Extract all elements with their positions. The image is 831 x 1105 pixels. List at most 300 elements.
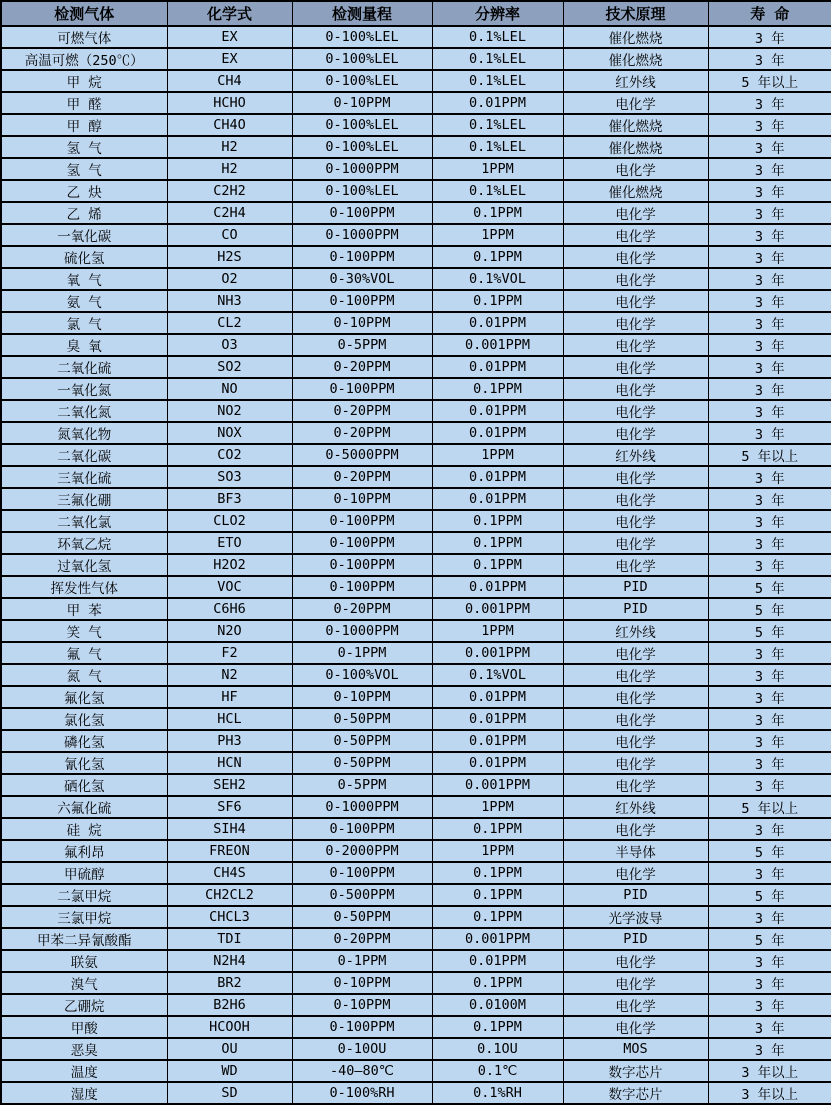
cell-resolution: 0.1PPM: [432, 906, 563, 928]
cell-gas: 环氧乙烷: [1, 532, 167, 554]
cell-formula: VOC: [167, 576, 292, 598]
cell-lifespan: 3 年: [708, 664, 831, 686]
cell-principle: 电化学: [563, 994, 708, 1016]
cell-range: 0-10PPM: [292, 686, 432, 708]
cell-range: 0-100%LEL: [292, 180, 432, 202]
cell-lifespan: 3 年: [708, 114, 831, 136]
cell-principle: 电化学: [563, 532, 708, 554]
cell-principle: 电化学: [563, 510, 708, 532]
cell-resolution: 0.01PPM: [432, 312, 563, 334]
cell-gas: 氢 气: [1, 158, 167, 180]
cell-lifespan: 3 年: [708, 488, 831, 510]
cell-principle: 电化学: [563, 224, 708, 246]
cell-gas: 一氧化氮: [1, 378, 167, 400]
cell-formula: SIH4: [167, 818, 292, 840]
cell-formula: EX: [167, 26, 292, 48]
cell-formula: HCN: [167, 752, 292, 774]
cell-formula: HCOOH: [167, 1016, 292, 1038]
cell-resolution: 0.1OU: [432, 1038, 563, 1060]
cell-range: 0-100PPM: [292, 378, 432, 400]
column-header-formula: 化学式: [167, 1, 292, 26]
cell-principle: 电化学: [563, 202, 708, 224]
table-row: [1, 400, 831, 422]
cell-range: 0-20PPM: [292, 466, 432, 488]
cell-gas: 氟利昂: [1, 840, 167, 862]
table-row: [1, 356, 831, 378]
cell-resolution: 0.1PPM: [432, 862, 563, 884]
cell-formula: O2: [167, 268, 292, 290]
cell-formula: SEH2: [167, 774, 292, 796]
cell-lifespan: 3 年: [708, 158, 831, 180]
table-row: [1, 928, 831, 950]
table-row: [1, 246, 831, 268]
cell-resolution: 0.1PPM: [432, 510, 563, 532]
cell-lifespan: 3 年: [708, 356, 831, 378]
cell-range: 0-100PPM: [292, 510, 432, 532]
cell-range: 0-100%RH: [292, 1082, 432, 1104]
cell-resolution: 0.1PPM: [432, 290, 563, 312]
cell-principle: 催化燃烧: [563, 136, 708, 158]
cell-gas: 臭 氧: [1, 334, 167, 356]
cell-lifespan: 5 年以上: [708, 70, 831, 92]
table-row: [1, 158, 831, 180]
cell-gas: 甲 苯: [1, 598, 167, 620]
cell-gas: 高温可燃（250℃）: [1, 48, 167, 70]
cell-gas: 硫化氢: [1, 246, 167, 268]
table-row: [1, 202, 831, 224]
column-header-lifespan: 寿 命: [708, 1, 831, 26]
cell-lifespan: 5 年: [708, 928, 831, 950]
cell-gas: 二氧化氮: [1, 400, 167, 422]
cell-gas: 氟 气: [1, 642, 167, 664]
column-header-principle: 技术原理: [563, 1, 708, 26]
cell-formula: CH4S: [167, 862, 292, 884]
cell-range: 0-50PPM: [292, 906, 432, 928]
cell-range: 0-50PPM: [292, 752, 432, 774]
cell-formula: NOX: [167, 422, 292, 444]
cell-lifespan: 3 年: [708, 1016, 831, 1038]
cell-range: 0-1000PPM: [292, 158, 432, 180]
cell-resolution: 0.1%RH: [432, 1082, 563, 1104]
cell-lifespan: 3 年: [708, 686, 831, 708]
cell-principle: 光学波导: [563, 906, 708, 928]
cell-range: 0-1PPM: [292, 642, 432, 664]
column-header-range: 检测量程: [292, 1, 432, 26]
cell-lifespan: 3 年: [708, 26, 831, 48]
cell-range: 0-100%LEL: [292, 26, 432, 48]
cell-lifespan: 3 年: [708, 268, 831, 290]
table-row: [1, 444, 831, 466]
table-row: [1, 312, 831, 334]
cell-formula: NH3: [167, 290, 292, 312]
cell-principle: 电化学: [563, 686, 708, 708]
cell-formula: CO2: [167, 444, 292, 466]
cell-formula: CH4: [167, 70, 292, 92]
cell-formula: HCL: [167, 708, 292, 730]
cell-principle: 电化学: [563, 664, 708, 686]
table-row: [1, 664, 831, 686]
cell-formula: CO: [167, 224, 292, 246]
cell-resolution: 0.1%LEL: [432, 70, 563, 92]
cell-principle: 电化学: [563, 862, 708, 884]
cell-lifespan: 3 年: [708, 554, 831, 576]
cell-gas: 甲硫醇: [1, 862, 167, 884]
cell-gas: 二氯甲烷: [1, 884, 167, 906]
table-row: [1, 1016, 831, 1038]
cell-formula: B2H6: [167, 994, 292, 1016]
cell-formula: HCHO: [167, 92, 292, 114]
cell-range: 0-1000PPM: [292, 796, 432, 818]
cell-lifespan: 3 年以上: [708, 1082, 831, 1104]
cell-principle: 电化学: [563, 466, 708, 488]
cell-gas: 湿度: [1, 1082, 167, 1104]
cell-gas: 过氧化氢: [1, 554, 167, 576]
cell-lifespan: 3 年: [708, 708, 831, 730]
cell-range: 0-100%VOL: [292, 664, 432, 686]
table-row: [1, 972, 831, 994]
table-row: [1, 378, 831, 400]
cell-formula: F2: [167, 642, 292, 664]
cell-formula: C2H4: [167, 202, 292, 224]
cell-principle: 红外线: [563, 444, 708, 466]
table-row: [1, 576, 831, 598]
cell-resolution: 0.1PPM: [432, 378, 563, 400]
table-row: [1, 818, 831, 840]
cell-gas: 一氧化碳: [1, 224, 167, 246]
cell-gas: 氮 气: [1, 664, 167, 686]
cell-formula: H2O2: [167, 554, 292, 576]
cell-principle: 电化学: [563, 400, 708, 422]
cell-gas: 笑 气: [1, 620, 167, 642]
cell-formula: WD: [167, 1060, 292, 1082]
cell-gas: 乙 烯: [1, 202, 167, 224]
cell-lifespan: 3 年: [708, 246, 831, 268]
cell-principle: 电化学: [563, 752, 708, 774]
cell-resolution: 0.001PPM: [432, 598, 563, 620]
cell-formula: PH3: [167, 730, 292, 752]
cell-resolution: 0.01PPM: [432, 488, 563, 510]
cell-gas: 乙 炔: [1, 180, 167, 202]
cell-lifespan: 3 年: [708, 510, 831, 532]
cell-gas: 甲酸: [1, 1016, 167, 1038]
cell-formula: CH4O: [167, 114, 292, 136]
cell-principle: 电化学: [563, 730, 708, 752]
cell-lifespan: 3 年: [708, 466, 831, 488]
cell-gas: 可燃气体: [1, 26, 167, 48]
cell-lifespan: 3 年: [708, 818, 831, 840]
cell-gas: 氯化氢: [1, 708, 167, 730]
cell-resolution: 0.01PPM: [432, 950, 563, 972]
cell-range: 0-100%LEL: [292, 114, 432, 136]
cell-principle: PID: [563, 598, 708, 620]
cell-principle: 电化学: [563, 422, 708, 444]
cell-lifespan: 5 年: [708, 620, 831, 642]
table-row: [1, 1082, 831, 1104]
cell-principle: 电化学: [563, 708, 708, 730]
column-header-resolution: 分辨率: [432, 1, 563, 26]
cell-resolution: 0.1PPM: [432, 1016, 563, 1038]
table-row: [1, 70, 831, 92]
cell-range: 0-100PPM: [292, 554, 432, 576]
cell-lifespan: 3 年: [708, 1038, 831, 1060]
table-row: [1, 290, 831, 312]
cell-range: 0-20PPM: [292, 356, 432, 378]
cell-principle: 数字芯片: [563, 1082, 708, 1104]
cell-principle: 催化燃烧: [563, 48, 708, 70]
cell-formula: OU: [167, 1038, 292, 1060]
cell-principle: 红外线: [563, 796, 708, 818]
cell-resolution: 1PPM: [432, 796, 563, 818]
cell-resolution: 0.1PPM: [432, 246, 563, 268]
cell-gas: 甲 醛: [1, 92, 167, 114]
cell-lifespan: 3 年: [708, 224, 831, 246]
cell-formula: FREON: [167, 840, 292, 862]
cell-resolution: 0.1%LEL: [432, 114, 563, 136]
cell-gas: 氯 气: [1, 312, 167, 334]
cell-resolution: 0.0100M: [432, 994, 563, 1016]
table-row: [1, 510, 831, 532]
cell-formula: N2O: [167, 620, 292, 642]
cell-resolution: 0.01PPM: [432, 466, 563, 488]
table-row: [1, 840, 831, 862]
cell-formula: HF: [167, 686, 292, 708]
cell-range: 0-100PPM: [292, 532, 432, 554]
cell-principle: 电化学: [563, 290, 708, 312]
cell-resolution: 0.1%LEL: [432, 26, 563, 48]
table-body: [1, 26, 831, 1104]
cell-formula: N2H4: [167, 950, 292, 972]
cell-principle: PID: [563, 884, 708, 906]
cell-lifespan: 3 年以上: [708, 1060, 831, 1082]
cell-principle: 半导体: [563, 840, 708, 862]
cell-principle: 电化学: [563, 356, 708, 378]
cell-range: 0-100%LEL: [292, 70, 432, 92]
cell-principle: 电化学: [563, 1016, 708, 1038]
cell-principle: 电化学: [563, 268, 708, 290]
cell-resolution: 0.1%VOL: [432, 664, 563, 686]
table-row: [1, 774, 831, 796]
cell-lifespan: 3 年: [708, 862, 831, 884]
table-row: [1, 114, 831, 136]
cell-principle: 电化学: [563, 554, 708, 576]
cell-formula: N2: [167, 664, 292, 686]
cell-formula: BF3: [167, 488, 292, 510]
cell-formula: TDI: [167, 928, 292, 950]
cell-gas: 氮氧化物: [1, 422, 167, 444]
cell-range: 0-10PPM: [292, 488, 432, 510]
cell-lifespan: 3 年: [708, 906, 831, 928]
cell-lifespan: 3 年: [708, 774, 831, 796]
cell-range: 0-100PPM: [292, 202, 432, 224]
cell-lifespan: 3 年: [708, 180, 831, 202]
cell-gas: 三氟化硼: [1, 488, 167, 510]
cell-range: 0-10OU: [292, 1038, 432, 1060]
cell-range: 0-5PPM: [292, 334, 432, 356]
cell-lifespan: 5 年以上: [708, 444, 831, 466]
table-row: [1, 532, 831, 554]
cell-principle: 催化燃烧: [563, 180, 708, 202]
table-row: [1, 422, 831, 444]
table-row: [1, 686, 831, 708]
table-row: [1, 752, 831, 774]
cell-gas: 恶臭: [1, 1038, 167, 1060]
cell-principle: 电化学: [563, 312, 708, 334]
cell-range: 0-100%LEL: [292, 48, 432, 70]
cell-gas: 硅 烷: [1, 818, 167, 840]
cell-principle: 催化燃烧: [563, 114, 708, 136]
cell-lifespan: 3 年: [708, 642, 831, 664]
cell-formula: NO2: [167, 400, 292, 422]
cell-range: 0-100%LEL: [292, 136, 432, 158]
cell-range: 0-50PPM: [292, 730, 432, 752]
cell-principle: MOS: [563, 1038, 708, 1060]
cell-range: 0-10PPM: [292, 312, 432, 334]
cell-principle: 电化学: [563, 246, 708, 268]
cell-formula: C6H6: [167, 598, 292, 620]
cell-gas: 乙硼烷: [1, 994, 167, 1016]
cell-range: 0-20PPM: [292, 422, 432, 444]
cell-principle: PID: [563, 576, 708, 598]
cell-range: 0-10PPM: [292, 92, 432, 114]
cell-resolution: 0.001PPM: [432, 642, 563, 664]
header-row: [1, 1, 831, 26]
cell-resolution: 0.1PPM: [432, 202, 563, 224]
cell-principle: 电化学: [563, 950, 708, 972]
cell-gas: 二氧化碳: [1, 444, 167, 466]
cell-gas: 联氨: [1, 950, 167, 972]
table-row: [1, 224, 831, 246]
table-row: [1, 466, 831, 488]
cell-gas: 三氯甲烷: [1, 906, 167, 928]
cell-resolution: 0.01PPM: [432, 422, 563, 444]
cell-gas: 甲 醇: [1, 114, 167, 136]
cell-formula: SO3: [167, 466, 292, 488]
table-row: [1, 620, 831, 642]
cell-resolution: 1PPM: [432, 620, 563, 642]
cell-gas: 氢 气: [1, 136, 167, 158]
table-row: [1, 92, 831, 114]
cell-principle: 红外线: [563, 70, 708, 92]
table-row: [1, 488, 831, 510]
cell-resolution: 0.01PPM: [432, 400, 563, 422]
table-row: [1, 334, 831, 356]
table-row: [1, 708, 831, 730]
cell-lifespan: 3 年: [708, 752, 831, 774]
cell-gas: 甲 烷: [1, 70, 167, 92]
table-row: [1, 26, 831, 48]
cell-resolution: 0.01PPM: [432, 752, 563, 774]
cell-lifespan: 5 年: [708, 576, 831, 598]
cell-formula: CLO2: [167, 510, 292, 532]
cell-resolution: 0.01PPM: [432, 730, 563, 752]
cell-resolution: 1PPM: [432, 840, 563, 862]
cell-resolution: 0.1PPM: [432, 554, 563, 576]
cell-lifespan: 5 年: [708, 840, 831, 862]
cell-resolution: 0.1%LEL: [432, 48, 563, 70]
cell-lifespan: 3 年: [708, 994, 831, 1016]
cell-range: 0-1000PPM: [292, 620, 432, 642]
cell-lifespan: 5 年: [708, 598, 831, 620]
cell-gas: 六氟化硫: [1, 796, 167, 818]
cell-formula: ETO: [167, 532, 292, 554]
table-row: [1, 1060, 831, 1082]
cell-lifespan: 5 年: [708, 884, 831, 906]
cell-resolution: 0.1%LEL: [432, 180, 563, 202]
cell-range: 0-10PPM: [292, 994, 432, 1016]
cell-formula: C2H2: [167, 180, 292, 202]
cell-principle: 电化学: [563, 642, 708, 664]
cell-range: 0-1000PPM: [292, 224, 432, 246]
cell-formula: CHCL3: [167, 906, 292, 928]
cell-principle: 电化学: [563, 158, 708, 180]
cell-principle: 电化学: [563, 972, 708, 994]
cell-lifespan: 3 年: [708, 92, 831, 114]
cell-principle: 电化学: [563, 334, 708, 356]
cell-lifespan: 3 年: [708, 400, 831, 422]
cell-gas: 氧 气: [1, 268, 167, 290]
cell-lifespan: 3 年: [708, 532, 831, 554]
cell-lifespan: 3 年: [708, 136, 831, 158]
table-row: [1, 862, 831, 884]
table-row: [1, 906, 831, 928]
cell-gas: 二氧化硫: [1, 356, 167, 378]
table-row: [1, 554, 831, 576]
cell-resolution: 0.1%LEL: [432, 136, 563, 158]
cell-resolution: 1PPM: [432, 444, 563, 466]
table-row: [1, 994, 831, 1016]
cell-resolution: 0.1%VOL: [432, 268, 563, 290]
cell-range: 0-50PPM: [292, 708, 432, 730]
cell-formula: H2S: [167, 246, 292, 268]
cell-gas: 溴气: [1, 972, 167, 994]
cell-formula: CL2: [167, 312, 292, 334]
cell-lifespan: 3 年: [708, 950, 831, 972]
cell-formula: CH2CL2: [167, 884, 292, 906]
cell-range: 0-20PPM: [292, 598, 432, 620]
cell-principle: 电化学: [563, 92, 708, 114]
cell-gas: 硒化氢: [1, 774, 167, 796]
cell-principle: 数字芯片: [563, 1060, 708, 1082]
cell-lifespan: 5 年以上: [708, 796, 831, 818]
cell-resolution: 0.1℃: [432, 1060, 563, 1082]
cell-gas: 氰化氢: [1, 752, 167, 774]
cell-resolution: 0.1PPM: [432, 818, 563, 840]
cell-range: 0-1PPM: [292, 950, 432, 972]
cell-principle: 电化学: [563, 818, 708, 840]
cell-resolution: 0.1PPM: [432, 532, 563, 554]
table-row: [1, 884, 831, 906]
cell-resolution: 0.01PPM: [432, 576, 563, 598]
cell-formula: SD: [167, 1082, 292, 1104]
cell-principle: 电化学: [563, 378, 708, 400]
cell-formula: BR2: [167, 972, 292, 994]
cell-resolution: 1PPM: [432, 158, 563, 180]
cell-lifespan: 3 年: [708, 290, 831, 312]
cell-lifespan: 3 年: [708, 312, 831, 334]
cell-gas: 磷化氢: [1, 730, 167, 752]
cell-lifespan: 3 年: [708, 334, 831, 356]
cell-gas: 氨 气: [1, 290, 167, 312]
cell-range: 0-100PPM: [292, 246, 432, 268]
cell-range: 0-30%VOL: [292, 268, 432, 290]
cell-resolution: 0.001PPM: [432, 334, 563, 356]
cell-formula: H2: [167, 136, 292, 158]
cell-range: -40—80℃: [292, 1060, 432, 1082]
cell-lifespan: 3 年: [708, 730, 831, 752]
table-row: [1, 796, 831, 818]
cell-range: 0-100PPM: [292, 1016, 432, 1038]
table-row: [1, 598, 831, 620]
